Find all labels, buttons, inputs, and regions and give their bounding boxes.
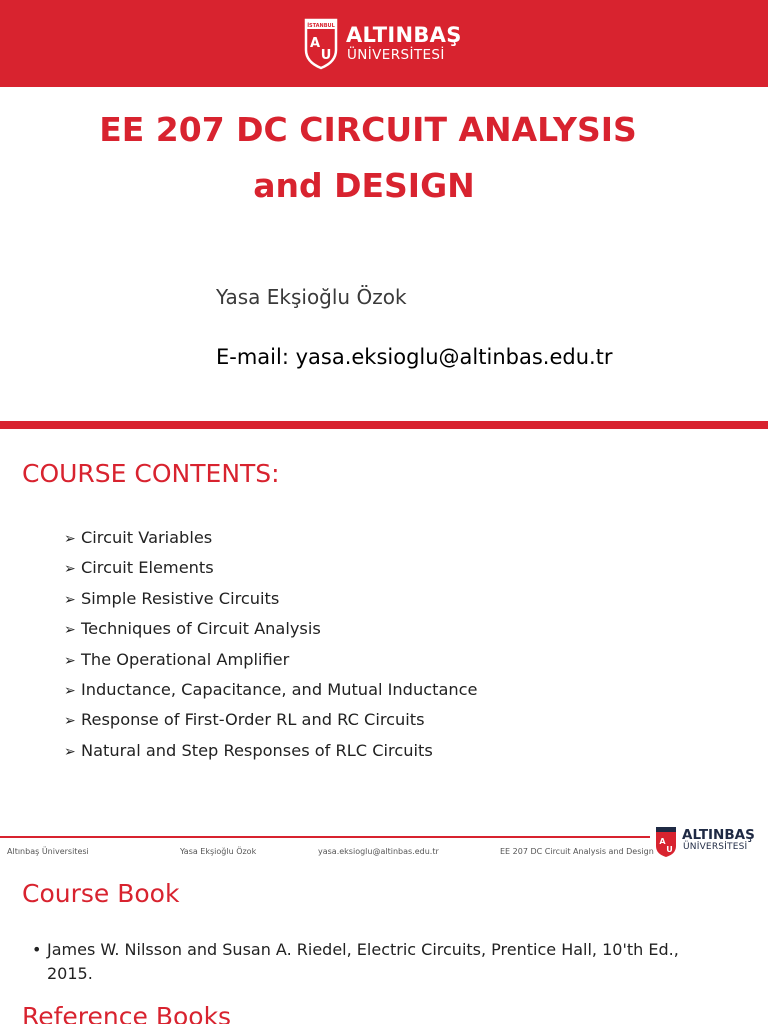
author-email: E-mail: yasa.eksioglu@altinbas.edu.tr [216,345,613,369]
contents-heading: COURSE CONTENTS: [22,459,280,488]
logo-sub: ÜNİVERSİTESİ [347,47,445,63]
arrow-bullet-icon: ➢ [64,652,76,669]
arrow-bullet-icon: ➢ [64,682,76,699]
footer-logo [655,824,763,858]
footer-logo-sub: ÜNİVERSİTESİ [683,842,748,852]
course-book-heading: Course Book [22,879,180,908]
footer-email: yasa.eksioglu@altinbas.edu.tr [318,847,439,856]
author-name: Yasa Ekşioğlu Özok [216,285,407,309]
footer-course: EE 207 DC Circuit Analysis and Design [500,847,654,856]
book-line2: 2015. [47,964,93,983]
university-logo [303,14,468,74]
arrow-bullet-icon: ➢ [64,561,76,578]
header-bar [0,0,768,87]
reference-books-heading: Reference Books [22,1002,232,1024]
list-item: ➢ Inductance, Capacitance, and Mutual Inductance [64,677,477,707]
footer-university: Altınbaş Üniversitesi [7,847,89,856]
course-title-line2: and DESIGN [253,166,475,205]
arrow-bullet-icon: ➢ [64,622,76,639]
contents-list [64,525,477,768]
course-title-line1: EE 207 DC CIRCUIT ANALYSIS [99,110,637,149]
shield-logo-icon [303,14,339,70]
arrow-bullet-icon: ➢ [64,531,76,547]
footer-divider [0,836,650,838]
svg-text:İSTANBUL: İSTANBUL [307,23,335,29]
svg-text:A: A [309,36,321,51]
arrow-bullet-icon: ➢ [64,591,76,608]
list-item: ➢ Response of First-Order RL and RC Circuits [64,707,477,737]
arrow-bullet-icon: ➢ [64,713,76,730]
footer-logo-name: ALTINBAŞ [682,827,755,843]
slide-separator [0,421,768,429]
bullet-icon: • [32,940,42,959]
list-item: ➢ Circuit Elements [64,555,477,585]
list-item: ➢ Techniques of Circuit Analysis [64,616,477,646]
svg-text:U: U [666,845,673,854]
svg-text:A: A [659,837,666,846]
list-item: ➢ The Operational Amplifier [64,647,477,677]
list-item: ➢ Simple Resistive Circuits [64,586,477,616]
svg-text:U: U [320,48,332,63]
list-item: ➢ Natural and Step Responses of RLC Circuits [64,738,477,768]
footer-author: Yasa Ekşioğlu Özok [180,847,257,856]
list-item: ➢ Circuit Variables [64,525,477,555]
arrow-bullet-icon: ➢ [64,743,76,760]
book-line1: James W. Nilsson and Susan A. Riedel, Electric Circuits, Prentice Hall, 10'th Ed., [47,940,679,959]
logo-name: ALTINBAŞ [346,23,462,47]
course-book-item [32,938,732,986]
shield-logo-icon [655,824,677,858]
